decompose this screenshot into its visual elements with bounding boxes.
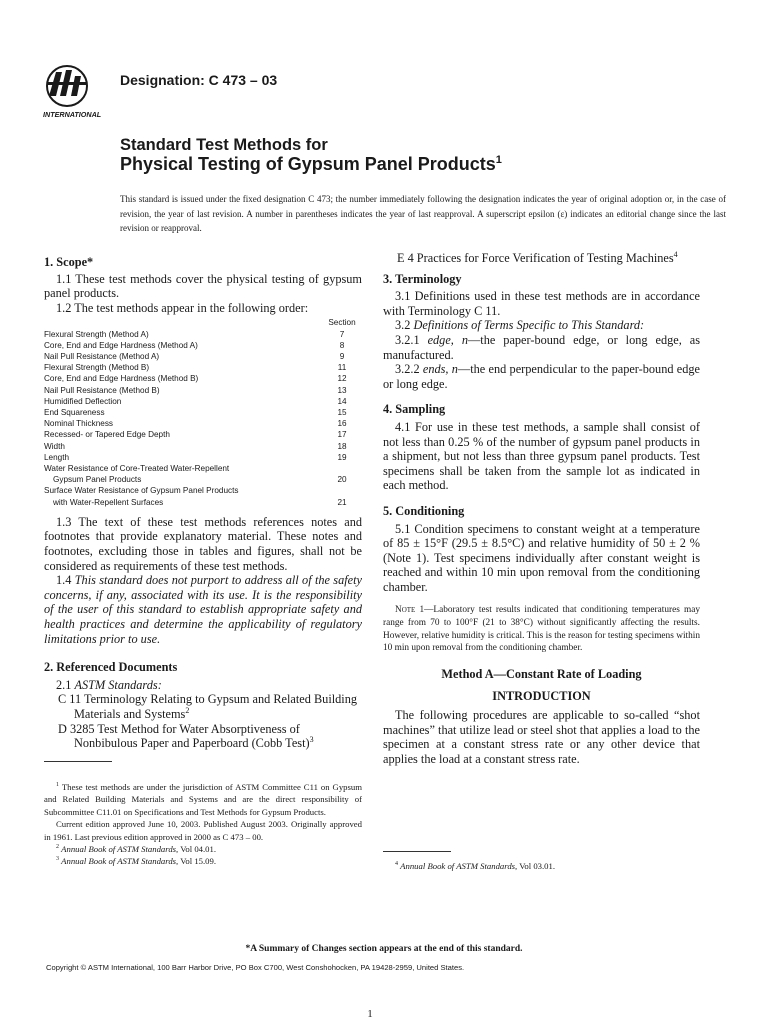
footnote-3: $^3$ Annual Book of ASTM Standards, Vol 15.09.	[56, 856, 217, 867]
section-row-name: with Water-Repellent Surfaces	[53, 497, 164, 507]
para-3-2: 3.2 Definitions of Terms Specific to This Standard:	[395, 318, 645, 333]
section-row-number: 19	[337, 452, 347, 462]
section-row	[44, 385, 362, 396]
section-row-name: Recessed- or Tapered Edge Depth	[44, 430, 170, 440]
section-row	[44, 418, 362, 429]
section-row	[44, 429, 362, 440]
section-row	[44, 474, 362, 485]
left-column	[44, 255, 362, 751]
para-1-4: 1.4 This standard does not purport to address all of the safety concerns, if any, associated with its use. It is the responsibility of the user of this standard to establish appropriate safety and health practices and determine the applicability of regulatory limitations prior to use.	[44, 573, 362, 646]
sampling-heading: 4. Sampling	[383, 402, 446, 417]
section-row-name: Width	[44, 441, 65, 451]
section-row-name: Flexural Strength (Method B)	[44, 363, 150, 373]
introduction-heading: INTRODUCTION	[492, 689, 591, 704]
section-row	[44, 452, 362, 463]
ref-c11: C 11 Terminology Relating to Gypsum and Related Building Materials and Systems$^2$	[58, 692, 358, 721]
section-row	[44, 485, 362, 496]
section-row	[44, 441, 362, 452]
method-a-heading: Method A—Constant Rate of Loading	[441, 666, 642, 681]
section-row-number: 11	[337, 363, 347, 373]
footnotes-left	[44, 781, 362, 868]
scope-heading: 1. Scope*	[44, 255, 94, 269]
section-row-number: 16	[337, 419, 347, 429]
note-1: Note 1—Laboratory test results indicated that conditioning temperatures may range from 70 to 100°F (21 to 38°C) without significantly affecting the results. However, relative humidity is critical. This is the reason for testing specimens within 10 min upon removal from the conditioning chamber.	[383, 605, 700, 654]
section-row-name: Nail Pull Resistance (Method B)	[44, 385, 160, 395]
right-column	[383, 251, 700, 766]
section-row	[44, 373, 362, 384]
summary-notice: *A Summary of Changes section appears at the end of this standard.	[245, 944, 523, 954]
section-row-name: Gypsum Panel Products	[53, 475, 142, 485]
section-table	[44, 317, 362, 507]
section-row-number: 12	[337, 374, 347, 384]
para-5-1: 5.1 Condition specimens to constant weight at a temperature of 85 ± 15°F (29.5 ± 8.5°C) and relative humidity of 50 ± 2 % (Note 1). Test specimens individually after constant weight is reached and within 10 min upon removal from the conditioning chamber.	[383, 521, 700, 594]
section-row	[44, 351, 362, 362]
page-number: 1	[367, 1008, 373, 1020]
section-row-number: 14	[337, 396, 347, 406]
section-row-name: Flexural Strength (Method A)	[44, 329, 149, 339]
title-line2: Physical Testing of Gypsum Panel Products$^1$	[120, 154, 502, 174]
para-1-1: 1.1 These test methods cover the physical testing of gypsum panel products.	[44, 271, 362, 301]
para-4-1: 4.1 For use in these test methods, a sample shall consist of not less than 0.25 % of the number of gypsum panel products in a shipment, but not less than three gypsum panel products. Test specimens shall be taken from the sample lot as indicated in each method.	[383, 419, 700, 493]
section-row-number: 18	[337, 441, 347, 451]
section-row-name: Nominal Thickness	[44, 419, 114, 429]
footnote-1: $^1$ These test methods are under the jurisdiction of ASTM Committee C11 on Gypsum and Related Building Materials and Systems and are the direct responsibility of Subcommittee C11.01 on Specifications and Test Methods for Gypsum Products.	[44, 782, 363, 817]
title-line1: Standard Test Methods for	[120, 136, 328, 154]
logo-text	[88, 89, 89, 90]
para-1-2: 1.2 The test methods appear in the following order:	[56, 300, 309, 315]
section-row-name: Length	[44, 452, 70, 462]
footnote-rule-right	[383, 851, 451, 852]
section-row-number: 20	[337, 475, 347, 485]
footnotes-right	[383, 860, 700, 872]
section-row-number: 21	[337, 497, 347, 507]
designation: Designation: C 473 – 03	[120, 72, 278, 88]
section-row-number: 9	[339, 351, 345, 361]
conditioning-heading: 5. Conditioning	[383, 503, 465, 518]
section-row	[44, 463, 362, 474]
section-row	[44, 407, 362, 418]
footnote-rule	[44, 761, 112, 762]
footnote-1-edition: Current edition approved June 10, 2003. Published August 2003. Originally approved in 1961. Last previous edition approved in 2000 as C 473 – 00.	[44, 819, 362, 842]
section-row-number: 7	[339, 329, 345, 339]
section-column-header: Section	[328, 318, 356, 328]
title-footnote-mark: 1	[495, 154, 502, 166]
para-1-3: 1.3 The text of these test methods references notes and footnotes that provide explanatory material. These notes and footnotes, excluding those in tables and figures, shall not be considered as requirements of these test methods.	[44, 514, 362, 573]
section-row	[44, 362, 362, 373]
section-row	[44, 396, 362, 407]
para-3-2-1: 3.2.1 edge, n—the paper-bound edge, or long edge, as manufactured.	[383, 332, 701, 362]
copyright-line: Copyright © ASTM International, 100 Barr Harbor Drive, PO Box C700, West Conshohocken, PA 19428-2959, United States.	[46, 963, 465, 972]
footnote-2: $^2$ Annual Book of ASTM Standards, Vol 04.01.	[56, 844, 217, 855]
section-row-number: 17	[337, 430, 347, 440]
section-row	[44, 329, 362, 340]
footnote-4: $^4$ Annual Book of ASTM Standards, Vol 03.01.	[395, 861, 556, 871]
section-row-name: Humidified Deflection	[44, 396, 122, 406]
standard-intro: This standard is issued under the fixed designation C 473; the number immediately following the designation indicates the year of original adoption or, in the case of revision, the year of last revision. A number in parentheses indicates the year of last reapproval. A superscript epsilon (ε) indicates an editorial change since the last revision or reapproval.	[120, 194, 726, 233]
para-3-1: 3.1 Definitions used in these test methods are in accordance with Terminology C 11.	[383, 289, 700, 318]
section-row-name: Surface Water Resistance of Gypsum Panel Products	[44, 486, 239, 496]
ref-d3285: D 3285 Test Method for Water Absorptiveness of Nonbibulous Paper and Paperboard (Cobb Test)$^3$	[58, 721, 314, 751]
section-row	[44, 340, 362, 351]
section-row-number: 8	[339, 340, 345, 350]
section-row-number	[322, 463, 362, 474]
page-title	[120, 136, 502, 174]
section-row-name: Nail Pull Resistance (Method A)	[44, 351, 160, 361]
ref-e4: E 4 Practices for Force Verification of Testing Machines$^4$	[397, 249, 678, 265]
section-row-number	[322, 485, 362, 496]
logo-subtext: INTERNATIONAL	[43, 110, 102, 119]
method-a-intro: The following procedures are applicable to so-called “shot machines” that utilize lead or steel shot that applies a load to the specimen at a constant stress rate or any other device that applies the load at a constant stress rate.	[383, 708, 700, 766]
section-row-number: 13	[337, 385, 347, 395]
terminology-heading: 3. Terminology	[383, 271, 462, 286]
referenced-heading: 2. Referenced Documents	[44, 660, 178, 675]
section-row-number: 15	[337, 408, 347, 417]
section-row-name: Core, End and Edge Hardness (Method A)	[44, 340, 198, 350]
section-row	[44, 497, 362, 508]
section-row-name: Core, End and Edge Hardness (Method B)	[44, 374, 199, 384]
para-2-1: 2.1 ASTM Standards:	[56, 677, 162, 692]
astm-logo	[40, 62, 112, 120]
para-3-2-2: 3.2.2 ends, n—the end perpendicular to the paper-bound edge or long edge.	[383, 362, 700, 391]
section-row-name: End Squareness	[44, 408, 105, 417]
section-row-name: Water Resistance of Core-Treated Water-Repellent	[44, 464, 230, 474]
